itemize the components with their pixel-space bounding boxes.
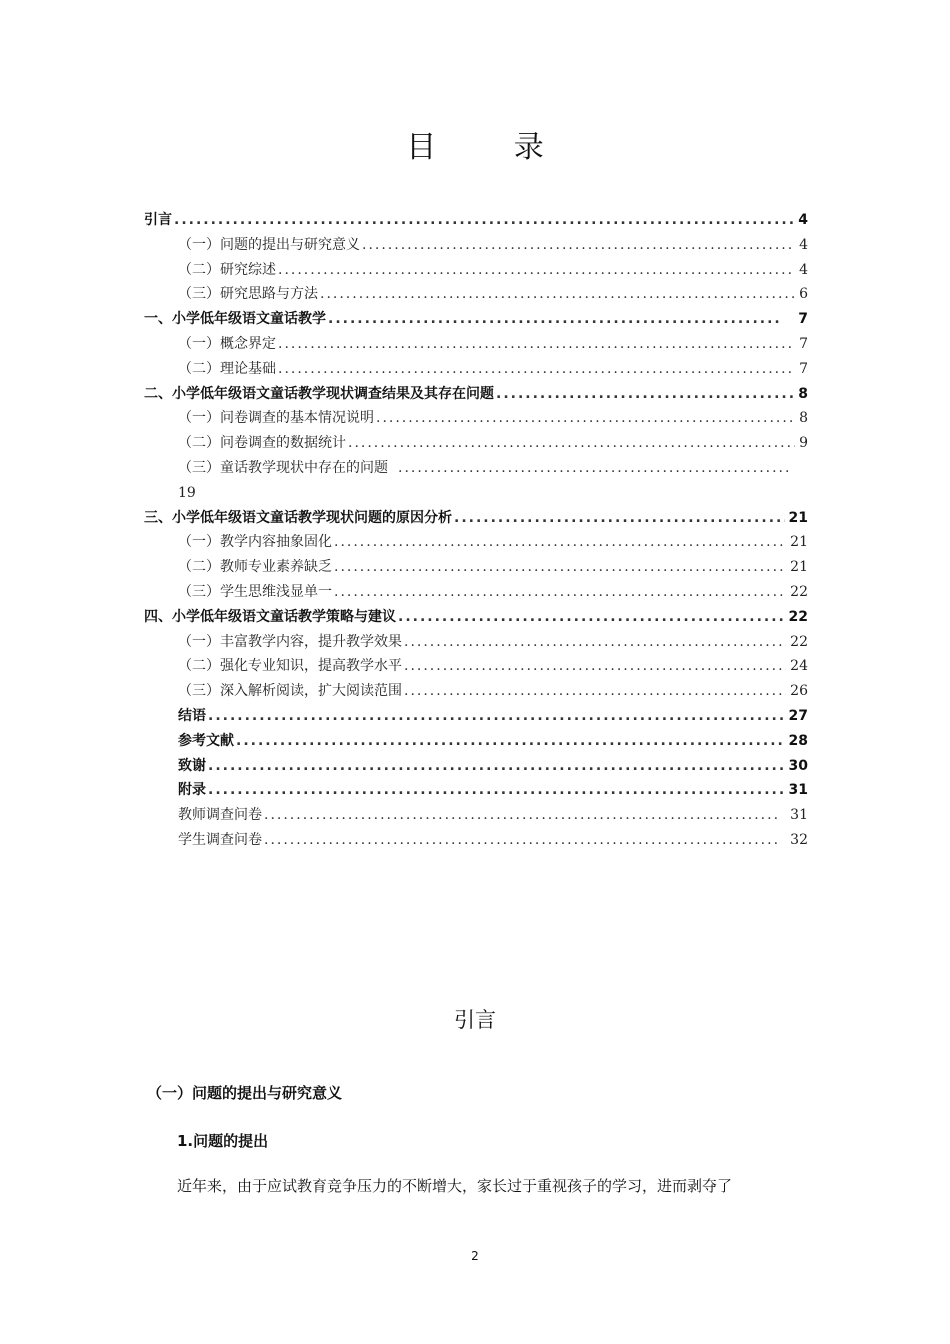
leader-dots xyxy=(334,530,786,555)
leader-dots xyxy=(208,778,785,803)
toc-entry[interactable]: 三、小学低年级语文童话教学现状问题的原因分析 ..... 21 xyxy=(144,506,808,531)
toc-entry[interactable]: （三）深入解析阅读，扩大阅读范围 ..... 26 xyxy=(144,679,808,704)
leader-dots xyxy=(278,357,795,382)
toc-entry[interactable]: （二）问卷调查的数据统计 ..... 9 xyxy=(144,431,808,456)
leader-dots xyxy=(236,729,785,754)
toc-entry[interactable]: 结语 ..... 27 xyxy=(144,704,808,729)
leader-dots xyxy=(264,828,778,853)
toc-title: 目 录 xyxy=(406,130,578,165)
leader-dots xyxy=(398,605,785,630)
toc-entry[interactable]: 四、小学低年级语文童话教学策略与建议 ..... 22 xyxy=(144,605,808,630)
leader-dots xyxy=(264,803,778,828)
toc-entry[interactable]: 二、小学低年级语文童话教学现状调查结果及其存在问题 ..... 8 xyxy=(144,382,808,407)
toc-entry[interactable]: （一）教学内容抽象固化 ..... 21 xyxy=(144,530,808,555)
toc-entry[interactable]: （二）强化专业知识，提高教学水平 ..... 24 xyxy=(144,654,808,679)
page-number: 2 xyxy=(471,1249,479,1263)
toc-entry[interactable]: 附录 ..... 31 xyxy=(144,778,808,803)
toc-entry[interactable]: （二）研究综述 ..... 4 xyxy=(144,258,808,283)
subsection-heading: 1.问题的提出 xyxy=(177,1132,269,1150)
leader-dots xyxy=(334,555,786,580)
leader-dots xyxy=(398,456,788,481)
toc-entry-page: 19 xyxy=(178,484,196,501)
toc-entry[interactable]: （一）问题的提出与研究意义 ..... 4 xyxy=(144,233,808,258)
toc-entry[interactable]: 一、小学低年级语文童话教学 ..... 7 xyxy=(144,307,808,332)
leader-dots xyxy=(348,431,795,456)
toc-entry[interactable]: （三）研究思路与方法 ..... 6 xyxy=(144,282,808,307)
leader-dots xyxy=(454,506,785,531)
table-of-contents xyxy=(144,208,808,853)
leader-dots xyxy=(404,679,786,704)
leader-dots xyxy=(208,704,785,729)
leader-dots xyxy=(320,282,795,307)
toc-entry[interactable]: （一）概念界定 ..... 7 xyxy=(144,332,808,357)
leader-dots xyxy=(376,406,795,431)
toc-entry[interactable]: （一）问卷调查的基本情况说明 ..... 8 xyxy=(144,406,808,431)
toc-entry[interactable]: 教师调查问卷 ..... 31 xyxy=(144,803,808,828)
toc-entry[interactable]: 引言 ..... 4 xyxy=(144,208,808,233)
leader-dots xyxy=(362,233,795,258)
leader-dots xyxy=(278,258,795,283)
toc-entry[interactable]: （三）学生思维浅显单一 ..... 22 xyxy=(144,580,808,605)
toc-entry[interactable]: （二）教师专业素养缺乏 ..... 21 xyxy=(144,555,808,580)
toc-entry[interactable]: 致谢 ..... 30 xyxy=(144,754,808,779)
body-paragraph: 近年来，由于应试教育竞争压力的不断增大，家长过于重视孩子的学习，进而剥夺了 xyxy=(177,1177,733,1195)
leader-dots xyxy=(328,307,780,332)
leader-dots xyxy=(496,382,794,407)
toc-entry[interactable]: （二）理论基础 ..... 7 xyxy=(144,357,808,382)
toc-entry[interactable]: （一）丰富教学内容，提升教学效果 ..... 22 xyxy=(144,630,808,655)
leader-dots xyxy=(334,580,786,605)
toc-entry[interactable]: （三）童话教学现状中存在的问题 ..... xyxy=(144,456,808,481)
toc-entry[interactable]: 学生调查问卷 ..... 32 xyxy=(144,828,808,853)
section-heading: （一）问题的提出与研究意义 xyxy=(147,1084,343,1102)
leader-dots xyxy=(404,654,786,679)
leader-dots xyxy=(404,630,786,655)
leader-dots xyxy=(208,754,785,779)
leader-dots xyxy=(278,332,795,357)
toc-entry[interactable]: 参考文献 ..... 28 xyxy=(144,729,808,754)
intro-heading: 引言 xyxy=(454,1008,496,1032)
leader-dots xyxy=(174,208,794,233)
